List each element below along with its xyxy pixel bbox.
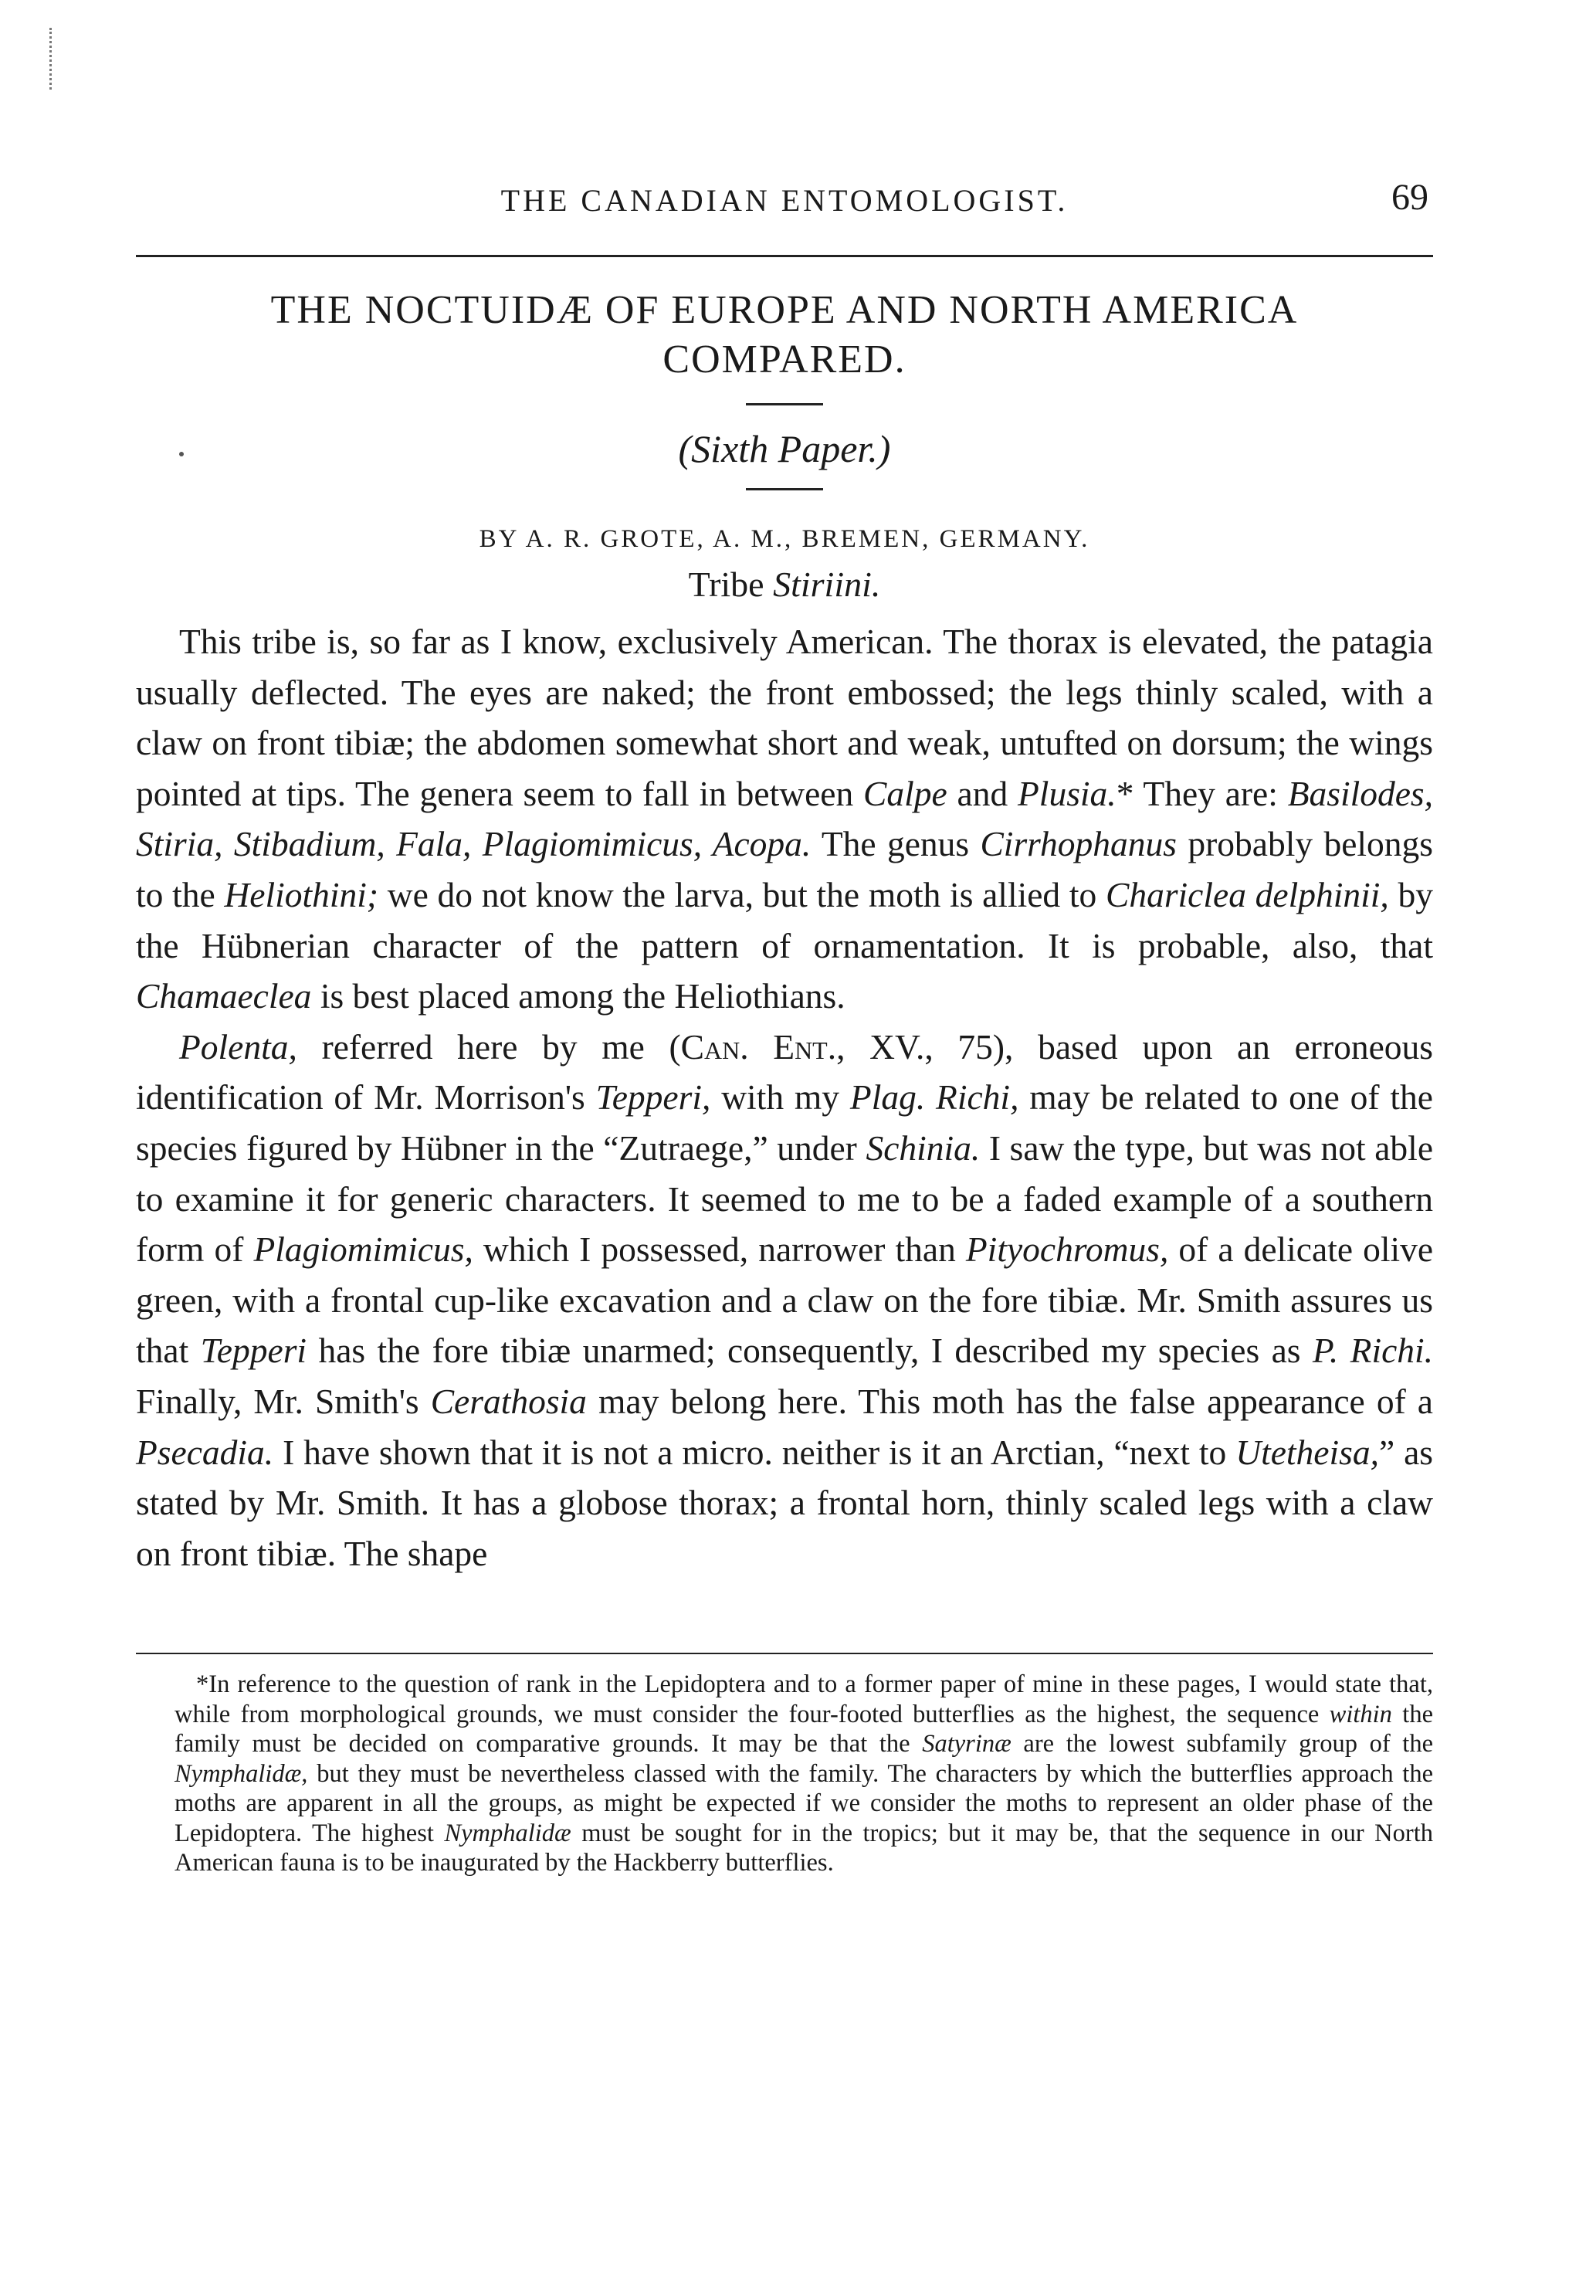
text-span: Finally, Mr. Smith's <box>136 1381 419 1421</box>
taxon-name: Psecadia. <box>136 1432 274 1472</box>
taxon-name: Plag. Richi, <box>849 1077 1019 1117</box>
text-span: may be related to one of the species figured by Hübner in the “Zutraege,” under <box>136 1077 1433 1168</box>
taxon-name: Utetheisa, <box>1235 1432 1379 1472</box>
taxon-name: Plagiomimicus, <box>253 1229 473 1270</box>
emphasis: within <box>1329 1700 1392 1728</box>
taxon-name: Chamaeclea <box>136 976 312 1016</box>
text-span: probably belongs to the <box>136 824 1433 914</box>
journal-title: THE CANADIAN ENTOMOLOGIST. <box>500 183 1069 218</box>
taxon-name: Chariclea delphinii, <box>1105 874 1389 914</box>
taxon-name: Polenta, <box>179 1026 297 1067</box>
text-span: which I possessed, narrower than <box>483 1229 956 1270</box>
author-line: BY A. R. GROTE, A. M., BREMEN, GERMANY. <box>479 525 1090 553</box>
page-number: 69 <box>1391 177 1428 218</box>
taxon-name: Tepperi, <box>595 1077 711 1117</box>
text-span: , XV., 75), based upon an erroneous identification of Mr. Morrison's <box>136 1026 1433 1117</box>
taxon-name: Cirrhophanus <box>980 824 1177 864</box>
text-span: referred here by me ( <box>321 1026 681 1067</box>
text-span: must be sought for in the tropics; but it may be, that the sequence in our North American fauna is to be inaugurated by the Hackberry butterflies. <box>175 1819 1434 1877</box>
text-span: * They are: <box>1116 773 1278 813</box>
article-title-line2: COMPARED. <box>662 337 906 382</box>
scan-edge-marks <box>49 28 55 90</box>
text-span: and <box>957 773 1008 813</box>
text-span: ” as stated by Mr. Smith. It has a globose thorax; a frontal horn, thinly scaled legs with a claw on front tibiæ. The shape <box>136 1432 1433 1573</box>
tribe-prefix: Tribe <box>688 565 764 604</box>
journal-abbrev: Can. Ent. <box>680 1026 837 1067</box>
taxon-list: Basilodes, Stiria, Stibadium, Fala, Plagiomimicus, Acopa. <box>136 773 1433 864</box>
text-span: the family must be decided on comparative grounds. It may be that the <box>175 1700 1434 1758</box>
taxon-name: Heliothini; <box>224 874 379 914</box>
tribe-name: Stiriini. <box>773 565 881 604</box>
text-span: I saw the type, but was not able to examine it for generic characters. It seemed to me to be a faded example of a southern form of <box>136 1128 1434 1270</box>
text-span: I have shown that it is not a micro. neither is it an Arctian, “next to <box>283 1432 1227 1472</box>
taxon-name: Nymphalidæ <box>444 1819 571 1847</box>
taxon-name: Plusia. <box>1018 773 1117 813</box>
taxon-name: Cerathosia <box>430 1381 587 1421</box>
text-span: This tribe is, so far as I know, exclusively American. The thorax is elevated, the patagia usually deflected. The eyes are naked; the front embossed; the legs thinly scaled, with a claw on front tibiæ; the abdomen somewhat short and weak, untufted on dorsum; the wings pointed at tips. The genera seem to fall in between <box>136 622 1433 813</box>
text-span: has the fore tibiæ unarmed; consequently, I described my species as <box>318 1331 1301 1371</box>
paragraph-2 <box>136 1022 1433 1579</box>
text-span: may belong here. This moth has the false appearance of a <box>598 1381 1434 1421</box>
header-rule <box>136 255 1433 257</box>
running-head <box>136 176 1433 222</box>
footnote <box>175 1670 1433 1878</box>
taxon-name: P. Richi. <box>1312 1331 1434 1371</box>
text-span: *In reference to the question of rank in the Lepidoptera and to a former paper of mine in these pages, I would state that, while from morphological grounds, we must consider the four-footed butterflies as the highest, the sequence <box>175 1670 1433 1728</box>
paragraph-1 <box>136 616 1433 1022</box>
tribe-heading <box>136 564 1433 605</box>
text-span: is best placed among the Heliothians. <box>320 976 845 1016</box>
taxon-name: Satyrinæ <box>922 1730 1011 1758</box>
text-span: of a delicate olive green, with a frontal cup-like excavation and a claw on the fore tibiæ. Mr. Smith assures us that <box>136 1229 1434 1371</box>
taxon-name: Calpe <box>863 773 947 813</box>
text-span: we do not know the larva, but the moth is allied to <box>387 874 1097 914</box>
text-span: The genus <box>821 824 970 864</box>
footnote-paragraph <box>175 1670 1433 1878</box>
taxon-name: Pityochromus, <box>965 1229 1169 1270</box>
text-span: are the lowest subfamily group of the <box>1023 1730 1434 1758</box>
taxon-name: Schinia. <box>866 1128 981 1168</box>
title-short-rule <box>746 403 823 405</box>
taxon-name: Tepperi <box>200 1331 307 1371</box>
body-text <box>136 616 1433 1579</box>
article-title-line1: THE NOCTUIDÆ OF EUROPE AND NORTH AMERICA <box>270 288 1299 332</box>
article-subtitle: (Sixth Paper.) <box>678 427 891 470</box>
text-span: but they must be nevertheless classed with the family. The characters by which the butterflies approach the moths are apparent in all the groups, as might be expected if we consider the moths to represent an older phase of the Lepidoptera. The highest <box>175 1759 1434 1847</box>
text-span: by the Hübnerian character of the pattern of ornamentation. It is probable, also, that <box>136 874 1433 965</box>
taxon-name: Nymphalidæ, <box>175 1759 308 1788</box>
text-span: with my <box>721 1077 840 1117</box>
footnote-rule <box>136 1653 1433 1654</box>
subtitle-short-rule <box>746 488 823 490</box>
